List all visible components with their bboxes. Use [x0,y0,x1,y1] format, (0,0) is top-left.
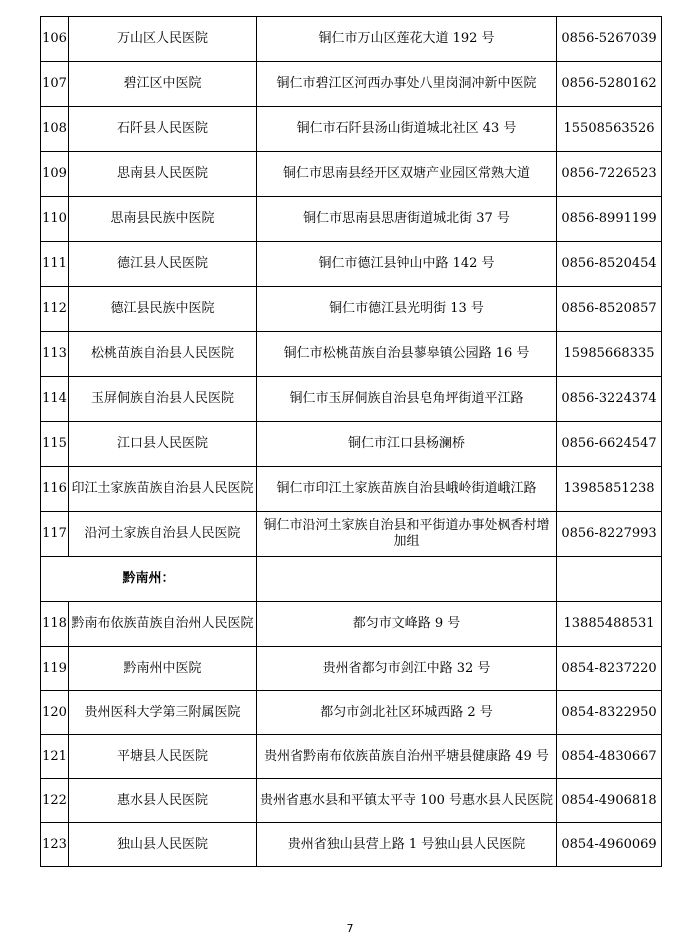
hospital-name: 玉屏侗族自治县人民医院 [69,377,257,422]
hospital-phone: 0854-8237220 [557,647,662,691]
hospital-phone: 0854-4830667 [557,735,662,779]
hospital-name: 黔南布依族苗族自治州人民医院 [69,602,257,647]
hospital-phone: 0856-5267039 [557,17,662,62]
hospital-name: 思南县民族中医院 [69,197,257,242]
table-row [41,735,662,779]
hospital-address: 铜仁市思南县思唐街道城北街 37 号 [257,197,557,242]
table-row [41,242,662,287]
hospital-address: 贵州省惠水县和平镇太平寺 100 号惠水县人民医院 [257,779,557,823]
table-row [41,647,662,691]
table-row [41,62,662,107]
table-row [41,422,662,467]
hospital-name: 惠水县人民医院 [69,779,257,823]
row-number: 107 [41,62,69,107]
hospital-name: 石阡县人民医院 [69,107,257,152]
row-number: 116 [41,467,69,512]
hospital-address: 贵州省独山县营上路 1 号独山县人民医院 [257,823,557,867]
hospital-name: 德江县民族中医院 [69,287,257,332]
region-label: 黔南州： [41,557,257,602]
hospital-name: 沿河土家族自治县人民医院 [69,512,257,557]
hospital-address: 铜仁市万山区莲花大道 192 号 [257,17,557,62]
hospital-phone: 0854-4960069 [557,823,662,867]
region-row [41,557,662,602]
region-empty-cell [257,557,557,602]
row-number: 114 [41,377,69,422]
row-number: 108 [41,107,69,152]
page-number: 7 [346,922,354,935]
row-number: 109 [41,152,69,197]
hospital-address: 铜仁市思南县经开区双塘产业园区常熟大道 [257,152,557,197]
table-row [41,332,662,377]
hospital-phone: 0854-8322950 [557,691,662,735]
row-number: 106 [41,17,69,62]
row-number: 120 [41,691,69,735]
hospital-address: 铜仁市碧江区河西办事处八里岗洞冲新中医院 [257,62,557,107]
hospital-name: 独山县人民医院 [69,823,257,867]
table-row [41,512,662,557]
region-empty-cell [557,557,662,602]
hospital-address: 铜仁市玉屏侗族自治县皂角坪街道平江路 [257,377,557,422]
hospital-phone: 15508563526 [557,107,662,152]
row-number: 121 [41,735,69,779]
table-row [41,287,662,332]
hospital-address: 都匀市剑北社区环城西路 2 号 [257,691,557,735]
hospital-address: 铜仁市沿河土家族自治县和平街道办事处枫香村增加组 [257,512,557,557]
hospital-name: 万山区人民医院 [69,17,257,62]
table-row [41,152,662,197]
table-row [41,107,662,152]
hospital-address: 铜仁市石阡县汤山街道城北社区 43 号 [257,107,557,152]
hospital-name: 江口县人民医院 [69,422,257,467]
row-number: 112 [41,287,69,332]
hospital-address: 铜仁市德江县钟山中路 142 号 [257,242,557,287]
hospital-name: 松桃苗族自治县人民医院 [69,332,257,377]
hospital-name: 平塘县人民医院 [69,735,257,779]
table-row [41,779,662,823]
hospital-address: 铜仁市江口县杨澜桥 [257,422,557,467]
table-row [41,377,662,422]
hospital-address: 贵州省都匀市剑江中路 32 号 [257,647,557,691]
hospital-phone: 0856-5280162 [557,62,662,107]
hospital-name: 德江县人民医院 [69,242,257,287]
hospital-table [40,16,662,867]
table-row [41,197,662,242]
row-number: 119 [41,647,69,691]
hospital-phone: 0856-8520857 [557,287,662,332]
hospital-name: 印江土家族苗族自治县人民医院 [69,467,257,512]
row-number: 122 [41,779,69,823]
hospital-name: 碧江区中医院 [69,62,257,107]
table-row [41,823,662,867]
row-number: 117 [41,512,69,557]
hospital-address: 铜仁市德江县光明街 13 号 [257,287,557,332]
table-row [41,602,662,647]
row-number: 113 [41,332,69,377]
hospital-name: 贵州医科大学第三附属医院 [69,691,257,735]
hospital-phone: 0856-8520454 [557,242,662,287]
hospital-address: 贵州省黔南布依族苗族自治州平塘县健康路 49 号 [257,735,557,779]
row-number: 115 [41,422,69,467]
hospital-phone: 13885488531 [557,602,662,647]
row-number: 118 [41,602,69,647]
hospital-phone: 13985851238 [557,467,662,512]
row-number: 123 [41,823,69,867]
table-row [41,17,662,62]
hospital-name: 思南县人民医院 [69,152,257,197]
hospital-phone: 0856-8991199 [557,197,662,242]
row-number: 110 [41,197,69,242]
hospital-phone: 0856-7226523 [557,152,662,197]
hospital-phone: 0856-8227993 [557,512,662,557]
hospital-phone: 0854-4906818 [557,779,662,823]
hospital-address: 都匀市文峰路 9 号 [257,602,557,647]
row-number: 111 [41,242,69,287]
hospital-address: 铜仁市松桃苗族自治县蓼皋镇公园路 16 号 [257,332,557,377]
table-row [41,691,662,735]
hospital-address: 铜仁市印江土家族苗族自治县峨岭街道峨江路 [257,467,557,512]
hospital-phone: 0856-6624547 [557,422,662,467]
table-row [41,467,662,512]
hospital-phone: 15985668335 [557,332,662,377]
hospital-name: 黔南州中医院 [69,647,257,691]
hospital-phone: 0856-3224374 [557,377,662,422]
